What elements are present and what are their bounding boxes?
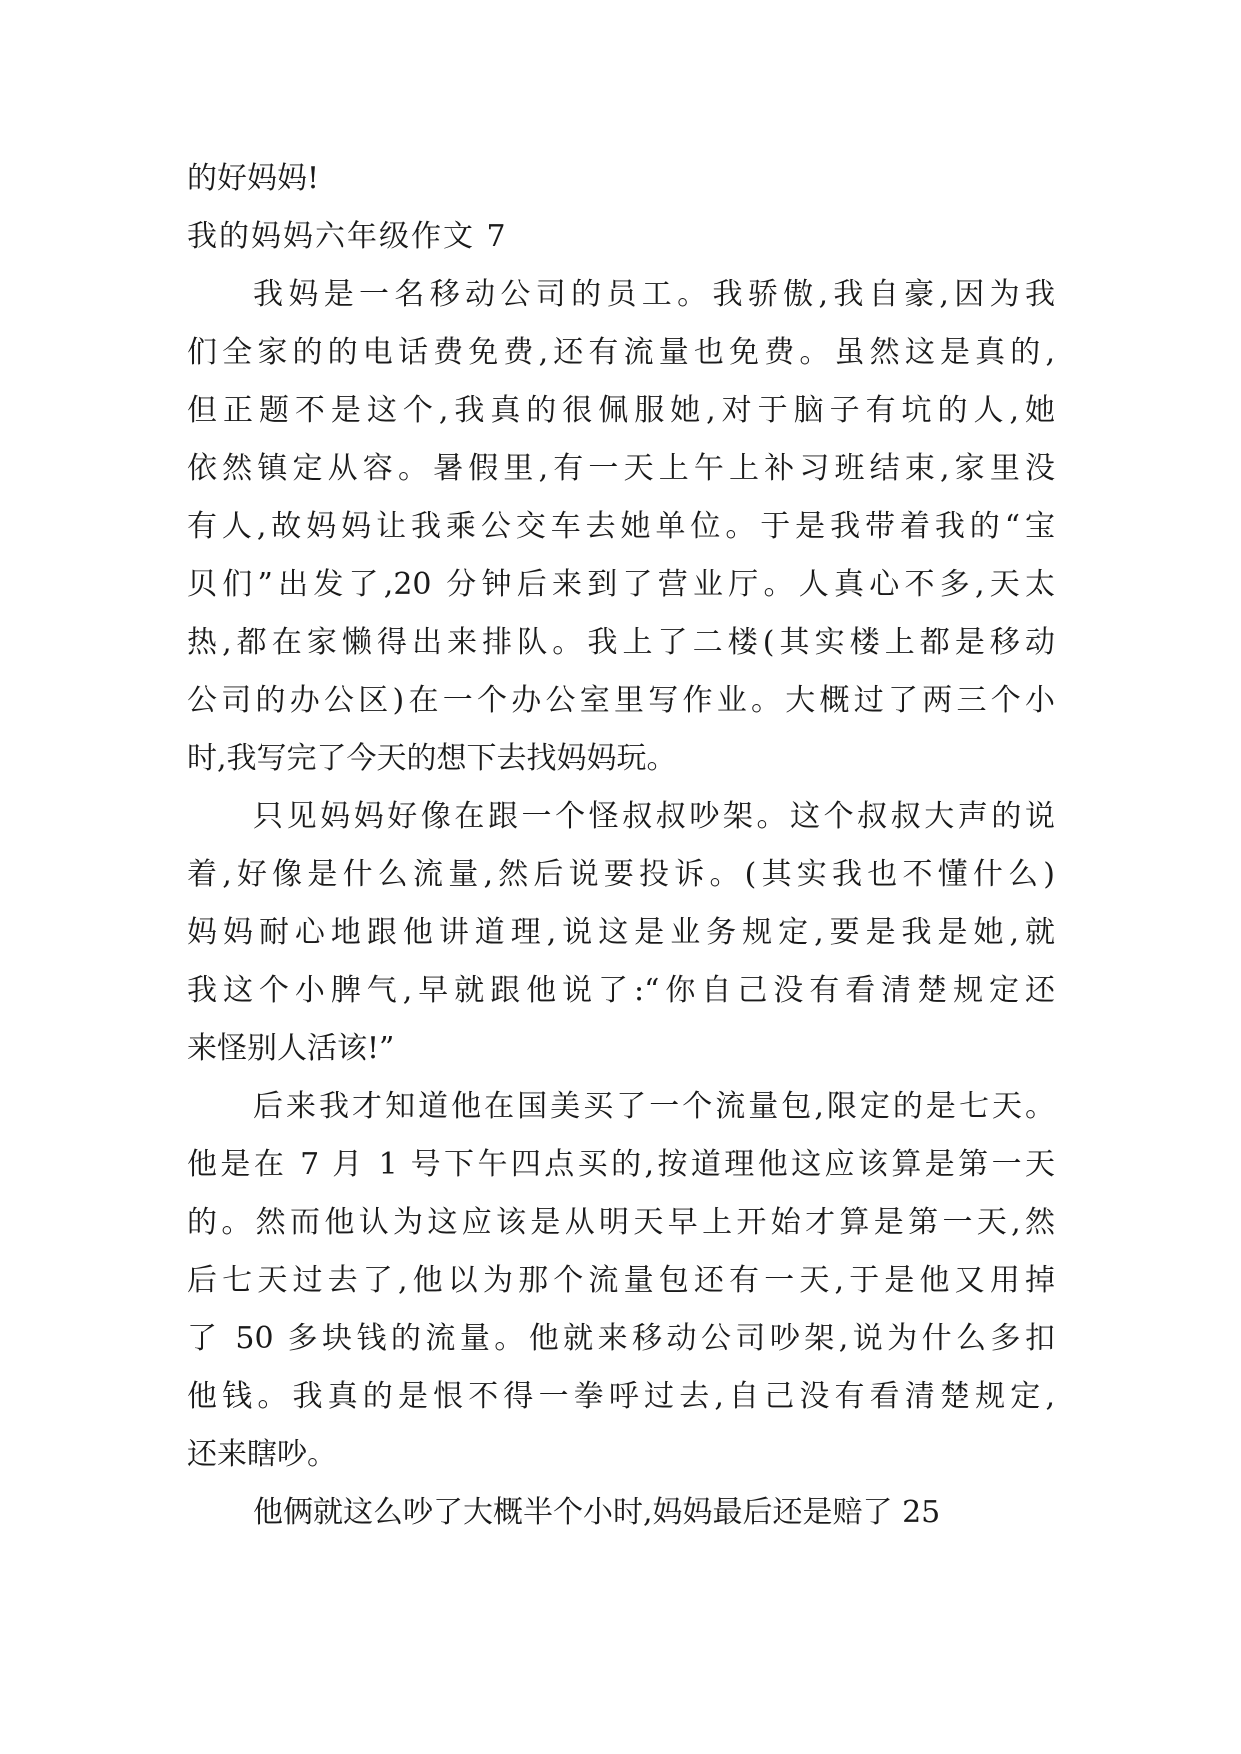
text-line: 贝们”出发了,20 分钟后来到了营业厅。人真心不多,天太 bbox=[187, 567, 1055, 602]
text-line: 的。然而他认为这应该是从明天早上开始才算是第一天,然 bbox=[187, 1205, 1055, 1240]
text-line: 还来瞎吵。 bbox=[187, 1437, 337, 1472]
text-line: 依然镇定从容。暑假里,有一天上午上补习班结束,家里没 bbox=[187, 451, 1055, 486]
text-line: 了 50 多块钱的流量。他就来移动公司吵架,说为什么多扣 bbox=[187, 1321, 1055, 1356]
text-line: 热,都在家懒得出来排队。我上了二楼(其实楼上都是移动 bbox=[187, 625, 1055, 660]
text-line: 有人,故妈妈让我乘公交车去她单位。于是我带着我的“宝 bbox=[187, 509, 1055, 544]
text-line: 后七天过去了,他以为那个流量包还有一天,于是他又用掉 bbox=[187, 1263, 1055, 1298]
essay-title: 我的妈妈六年级作文 7 bbox=[187, 219, 508, 254]
text-line: 我妈是一名移动公司的员工。我骄傲,我自豪,因为我 bbox=[253, 277, 1055, 312]
text-line: 但正题不是这个,我真的很佩服她,对于脑子有坑的人,她 bbox=[187, 393, 1055, 428]
text-line: 们全家的的电话费免费,还有流量也免费。虽然这是真的, bbox=[187, 335, 1055, 370]
text-line: 他钱。我真的是恨不得一拳呼过去,自己没有看清楚规定, bbox=[187, 1379, 1055, 1414]
text-line: 我这个小脾气,早就跟他说了:“你自己没有看清楚规定还 bbox=[187, 973, 1055, 1008]
text-line: 公司的办公区)在一个办公室里写作业。大概过了两三个小 bbox=[187, 683, 1055, 718]
document-body bbox=[187, 150, 1055, 1542]
text-line: 后来我才知道他在国美买了一个流量包,限定的是七天。 bbox=[253, 1089, 1055, 1124]
text-line: 时,我写完了今天的想下去找妈妈玩。 bbox=[187, 741, 677, 776]
text-line: 的好妈妈! bbox=[187, 161, 320, 196]
text-line: 只见妈妈好像在跟一个怪叔叔吵架。这个叔叔大声的说 bbox=[253, 799, 1055, 834]
text-line: 妈妈耐心地跟他讲道理,说这是业务规定,要是我是她,就 bbox=[187, 915, 1055, 950]
text-line: 他是在 7 月 1 号下午四点买的,按道理他这应该算是第一天 bbox=[187, 1147, 1055, 1182]
text-line: 着,好像是什么流量,然后说要投诉。(其实我也不懂什么) bbox=[187, 857, 1055, 892]
text-line: 他俩就这么吵了大概半个小时,妈妈最后还是赔了 25 bbox=[253, 1495, 941, 1530]
text-line: 来怪别人活该!” bbox=[187, 1031, 395, 1066]
